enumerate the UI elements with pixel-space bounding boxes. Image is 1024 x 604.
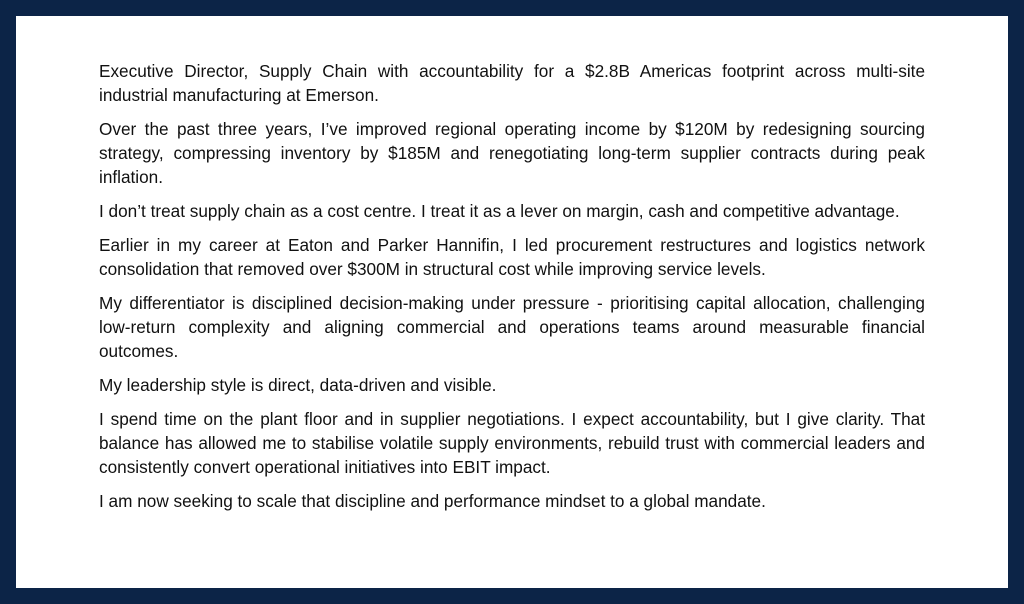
document-page [16,16,1008,588]
paragraph-role-summary: Executive Director, Supply Chain with accountability for a $2.8B Americas footprint across multi-site industrial manufacturing at Emerson. [99,61,925,105]
paragraph-earlier-career: Earlier in my career at Eaton and Parker Hannifin, I led procurement restructures and logistics network consolidation that removed over $300M in structural cost while improving service levels. [99,235,925,279]
paragraph-leadership-style: My leadership style is direct, data-driven and visible. [99,375,497,395]
paragraph-supply-chain-view: I don’t treat supply chain as a cost centre. I treat it as a lever on margin, cash and competitive advantage. [99,201,900,221]
paragraph-next-goal: I am now seeking to scale that discipline and performance mindset to a global mandate. [99,491,766,511]
paragraph-leadership-practice: I spend time on the plant floor and in supplier negotiations. I expect accountability, but I give clarity. That balance has allowed me to stabilise volatile supply environments, rebuild trust with commercial leaders and consistently convert operational initiatives into EBIT impact. [99,409,925,477]
document-body [99,59,925,513]
paragraph-recent-results: Over the past three years, I’ve improved regional operating income by $120M by redesigning sourcing strategy, compressing inventory by $185M and renegotiating long-term supplier contracts during peak inflation. [99,119,925,187]
paragraph-differentiator: My differentiator is disciplined decision-making under pressure - prioritising capital allocation, challenging low-return complexity and aligning commercial and operations teams around measurable financial outcomes. [99,293,925,361]
